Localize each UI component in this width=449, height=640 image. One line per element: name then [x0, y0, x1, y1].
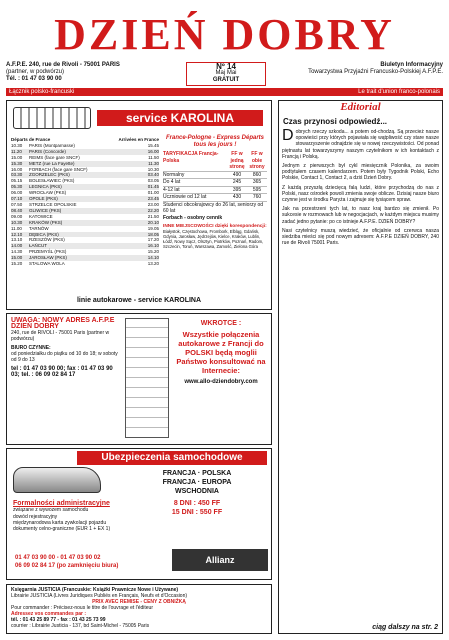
tariff-col-return: FF w obie strony: [249, 151, 265, 170]
karolina-footer: linie autokarowe - service KAROLINA: [76, 297, 202, 304]
insurance-phones: [15, 555, 165, 570]
schedule-cell: WROCŁAW (PKS): [29, 190, 67, 196]
schedule-cell: ŁAŃCUT: [29, 243, 48, 249]
karolina-header: [7, 105, 271, 129]
schedule-cell: 14.30: [11, 249, 23, 255]
karolina-title: service KAROLINA: [97, 110, 263, 126]
schedule-cell: 21.50: [147, 213, 159, 219]
schedule-cell: 11.20: [11, 148, 22, 154]
hours-label: BIURO CZYNNE:: [11, 345, 51, 351]
tariff-label: TARYFIKACJA Francja-Polska: [163, 151, 219, 164]
formality-item: dowód rejestracyjny: [13, 513, 58, 520]
karolina-right: [163, 135, 267, 249]
publisher-info: [6, 62, 156, 83]
left-slogan: Łącznik polsko-francuski: [9, 89, 75, 95]
other-cities: [163, 224, 267, 249]
schedule-cell: OPOLE (PKS): [29, 196, 58, 202]
schedule-cell: 11.50: [148, 154, 159, 160]
bulletin-info: [283, 62, 443, 76]
masthead: [6, 10, 443, 60]
editorial-paragraph: Nasi czytelnicy muszą wiedzieć, że oficjalnie od czerwca nasza siedziba mieści się pod nowym adresem: A.F.P.E DZIEŃ DOBRY, 240 rue de Rivoli 75001 Paris.: [282, 227, 439, 247]
schedule-cell: 16.00: [11, 166, 23, 172]
schedule-cell: ZGORZELEC (PKS): [29, 172, 70, 178]
schedule-cell: TARNÓW: [29, 225, 49, 231]
students-note: Studenci obcokrajowcy do 26 lat, seniorzy od 60 lat: [163, 201, 264, 214]
insurance-section: [6, 448, 272, 580]
schedule-cell: 13.20: [147, 261, 159, 267]
formalities: [13, 501, 163, 532]
schedule-cell: REIMS (face gare SNCF): [29, 154, 80, 160]
schedule-rows: [11, 143, 159, 267]
address-info: [11, 318, 121, 378]
publisher-address: A.F.P.E. 240, rue de Rivoli - 75001 PARIS: [6, 62, 120, 68]
justicia-tel: tél. : 01 43 25 89 77 - fax : 01 43 25 73 99: [11, 617, 106, 623]
justicia-line1: Księgarnia JUSTICIA (Francuskie: Książki Prawnicze Nowe i Używane): [11, 587, 179, 593]
schedule-cell: 09.00: [11, 213, 23, 219]
justicia-promo: PRIX AVEC REMISE - CENY Z OBNIŻKĄ: [92, 599, 186, 605]
schedule-cell: 14.00: [11, 243, 23, 249]
country-line: FRANCJA · EUROPA: [162, 479, 232, 486]
newspaper-title: DZIEŃ DOBRY: [54, 10, 395, 59]
location-map: [125, 318, 169, 438]
justicia-line2: Librairie JUSTICIA (Livres Juridiques Publiés en Français, Neufs et d'Occasion): [11, 593, 188, 599]
schedule-cell: 05.30: [11, 184, 23, 190]
tariff-rows: [163, 172, 267, 202]
editorial-paragraph: Jednym z pierwszych był cykl miesięcznik Polonika, za swoim podtytułem czasem kalendarzem. Potem były Tygodnik Polski, Echo Polskie, Contact 1, Contact 2, a dziś Dzień Dobry.: [282, 163, 439, 182]
formality-item: związane z wywozem samochodu: [13, 507, 89, 514]
schedule-cell: GLIWICE (PKS): [29, 207, 62, 213]
bus-image: [13, 107, 91, 129]
website-link[interactable]: www.allo-dziendobry.com: [184, 379, 258, 385]
schedule-cell: DĘBICA (PKS): [29, 231, 59, 237]
schedule-cell: KATOWICE: [29, 213, 53, 219]
tariff-header: [163, 151, 267, 172]
schedule-cell: 10.30: [147, 166, 159, 172]
departs-label: Départs de France: [11, 137, 51, 142]
schedule-cell: 23.45: [147, 196, 159, 202]
justicia-line4: Adressez vos commandes par :: [11, 611, 87, 617]
bulletin-label: Biuletyn Informacyjny: [380, 62, 443, 68]
tariff-row: [163, 194, 267, 202]
schedule-cell: RZESZÓW (PKS): [29, 237, 65, 243]
cities-list: Białystok, Częstochowa, Frombork, Elbląg, Gdańsk, Gdynia, Jarosław, Jędrzejów, Kielce, Kraków, Lublin, Łódź, Nowy Sącz, Olsztyn, Piotrków, Poznań, Radom, Szczecin, Toruń, Warszawa, Zamość, Zielona Góra: [163, 229, 264, 249]
wk-text: Wszystkie połączenia autokarowe z Francji do POLSKI będą moglii Państwo konsultować na Internecie:: [176, 330, 266, 375]
schedule-row: [11, 261, 159, 267]
allianz-logo: Allianz: [172, 549, 268, 571]
schedule-cell: STRZELCE OPOLSKIE: [29, 201, 77, 207]
tariff-cell: 4-12 lat: [163, 186, 180, 193]
schedule-cell: PARIS (Montparnasse): [29, 142, 75, 148]
tariff-cell: 365: [252, 179, 262, 185]
tariff-cell: Do 4 lat: [163, 179, 181, 185]
schedule-cell: 17.20: [147, 237, 159, 243]
tariff-row: [163, 172, 267, 180]
tariff-cell: 490: [232, 171, 242, 178]
issue-months: Maj Mai: [215, 70, 237, 76]
tariff-cell: 595: [252, 186, 262, 193]
schedule-cell: 18.05: [147, 231, 159, 237]
editorial-title: Editorial: [340, 101, 381, 113]
schedule-cell: JAROSŁAW (PKS): [29, 255, 67, 261]
new-address-ad: [6, 313, 272, 445]
schedule-cell: 08.40: [11, 207, 23, 213]
society-name: Towarzystwa Przyjaźni Francusko-Polskiej A.F.P.E.: [308, 69, 443, 75]
schedule-cell: 10.30: [11, 142, 23, 148]
schedule-cell: 01.00: [147, 190, 159, 196]
schedule-cell: FORBACH (face gare SNCF): [29, 166, 88, 172]
schedule-cell: 10.30: [11, 219, 23, 225]
schedule-cell: 22.20: [147, 207, 159, 213]
karolina-section: [6, 100, 272, 310]
justicia-line3: Pour commander : Précisez-nous le titre de l'ouvrage et l'éditeur: [11, 605, 153, 611]
schedule-cell: 15.20: [11, 261, 23, 267]
country-line: FRANCJA · POLSKA: [162, 470, 232, 477]
schedule-cell: PRZEMYŚL (PKS): [29, 249, 67, 255]
schedule-cell: 16.10: [147, 243, 159, 249]
publisher-partner: (partner, w podwórzu): [6, 69, 65, 75]
schedule-cell: 16.00: [147, 148, 159, 154]
tariff-cell: 395: [232, 186, 242, 193]
schedule-cell: 14.10: [147, 255, 159, 261]
schedule-cell: 03.05: [147, 178, 159, 184]
hours-text: od poniedziałku do piątku od 10 do 18; w soboty od 9 do 13: [11, 351, 118, 363]
issue-box: [186, 62, 266, 86]
editorial-paragraph: Jak na przestrzeni tych lat, to nasz kraj bardzo się zmienił. Po sukcesie w rozmowach lub w negocjacjach, w każdym miejscu musimy zadać jedno pytanie: po co istnieje A.F.P.E. DZIEŃ DOBRY?: [282, 206, 439, 225]
tariff-cell: 245: [232, 179, 242, 185]
editorial-subtitle: Czas przynosi odpowiedź...: [283, 117, 388, 126]
formality-item: dokumenty celno-graniczne (EUR 1 + EX 1): [13, 526, 111, 533]
schedule-cell: 15.30: [11, 160, 23, 166]
country-line: WSCHODNIA: [175, 488, 219, 495]
cities-label: INNE MIEJSCOWOŚCI dzięki korespondencji:: [163, 224, 267, 229]
issue-price: GRATUIT: [212, 77, 240, 83]
schedule-cell: 20.10: [147, 219, 159, 225]
schedule-cell: 06.00: [11, 190, 23, 196]
formalities-title: Formalności administracyjne: [13, 500, 110, 507]
tariff-col-oneway: FF w jedną stronę: [229, 151, 245, 170]
phone-line: 06 09 02 84 17 (po zamknięciu biura): [15, 562, 119, 569]
formality-item: międzynarodowa karta zywkolacji pojazdu: [13, 519, 107, 526]
schedule-cell: BOLESŁAWIEC (PKS): [29, 178, 75, 184]
editorial-paragraph: Z każdą przyszłą dziecięcą falą ludzi, które przychodzą do nas z Polski, nasz ośrodek powoli zmienia swoje oblicze. Dzisiaj nasze biuro czynne jest w środku Paryża i zajmuje się tysiącem spraw.: [282, 184, 439, 204]
tariff-cell: 860: [252, 171, 262, 178]
tariff-row: [163, 179, 267, 187]
schedule-cell: 03.30: [11, 172, 23, 178]
forbach-note: Forbach - osobny cennik: [163, 214, 223, 221]
tariff-cell: 430: [232, 194, 242, 200]
phone-line: 01 47 03 90 00 - 01 47 03 90 02: [15, 555, 101, 561]
schedule-cell: 07.50: [11, 201, 23, 207]
info-bar: [6, 62, 443, 86]
tariff-cell: 760: [252, 194, 262, 200]
slogan-bar: [6, 88, 443, 96]
arrivals-label: Arrivées en France: [118, 137, 159, 142]
justicia-ad: [6, 584, 272, 634]
schedule-cell: 07.10: [11, 196, 23, 202]
schedule-cell: PARIS (Concorde): [29, 148, 66, 154]
ad-address: 240, rue de RIVOLI - 75001 Paris (partner w podwórzu): [11, 330, 110, 342]
schedule-cell: 23.00: [147, 201, 159, 207]
justicia-addr: courrier : Librairie Justicia - 137, bd Saint-Michel - 75005 Paris: [11, 623, 150, 629]
tariff-table: [163, 151, 267, 221]
editorial-paragraph: Dobrych rzeczy szkoda... a potem od-chodzą. Są przecież nasze opowieści przy których pojawiała się wątpliwość czy stare nasze stowarzyszenie odnajdzie się w nowej rzeczywistości. Od ponad piętnastu lat towarzyszymy naszym czytelnikom w ich kontaktach z Francją i Polską.: [282, 127, 439, 160]
schedule-cell: STALOWA WOLA: [29, 261, 65, 267]
schedule-cell: 19.05: [147, 225, 159, 231]
schedule-cell: 15.20: [147, 249, 159, 255]
car-image: [13, 467, 101, 493]
wk-title: WKROTCE :: [200, 320, 242, 327]
express-slogan: France-Pologne - Express Départs tous les jours !: [165, 135, 265, 148]
internet-notice: [173, 320, 269, 385]
issue-number: Nº 14: [216, 62, 236, 71]
schedule-cell: KRAKÓW (PKS): [29, 219, 63, 225]
schedule-cell: 01.45: [147, 184, 159, 190]
publisher-phone: Tél. : 01 47 03 90 00: [6, 76, 62, 82]
schedule-cell: METZ (rue La Fayette): [29, 160, 75, 166]
schedule-cell: 12.10: [11, 231, 23, 237]
ad-title: UWAGA: NOWY ADRES A.F.P.E DZIEŃ DOBRY: [11, 317, 115, 330]
price-line: 8 DNI : 450 FF: [173, 500, 221, 507]
editorial-body: [279, 129, 442, 246]
tariff-row: [163, 187, 267, 195]
schedule-cell: 15.45: [147, 142, 159, 148]
schedule-cell: 05.15: [11, 178, 23, 184]
insurance-title: Ubezpieczenia samochodowe: [77, 451, 267, 465]
schedule-cell: LEGNICA (PKS): [29, 184, 62, 190]
schedule-cell: 13.10: [11, 237, 23, 243]
tariff-cell: Uczniowie od 12 lat: [163, 194, 207, 200]
continued-note: ciąg dalszy na str. 2: [372, 624, 438, 631]
tariff-cell: Normalny: [163, 171, 185, 178]
ad-phones: tel : 01 47 03 90 00; fax : 01 47 03 90 03; tel. : 06 09 02 84 17: [11, 366, 113, 378]
schedule-table: [11, 137, 159, 267]
schedule-cell: 11.00: [11, 225, 22, 231]
schedule-cell: 15.00: [11, 255, 23, 261]
right-slogan: Le trait d'union franco-polonais: [358, 89, 440, 95]
price-line: 15 DNI : 550 FF: [171, 509, 223, 516]
schedule-cell: 15.00: [11, 154, 23, 160]
editorial-column: [278, 100, 443, 634]
schedule-cell: 03.40: [147, 172, 159, 178]
schedule-cell: 11.30: [148, 160, 159, 166]
